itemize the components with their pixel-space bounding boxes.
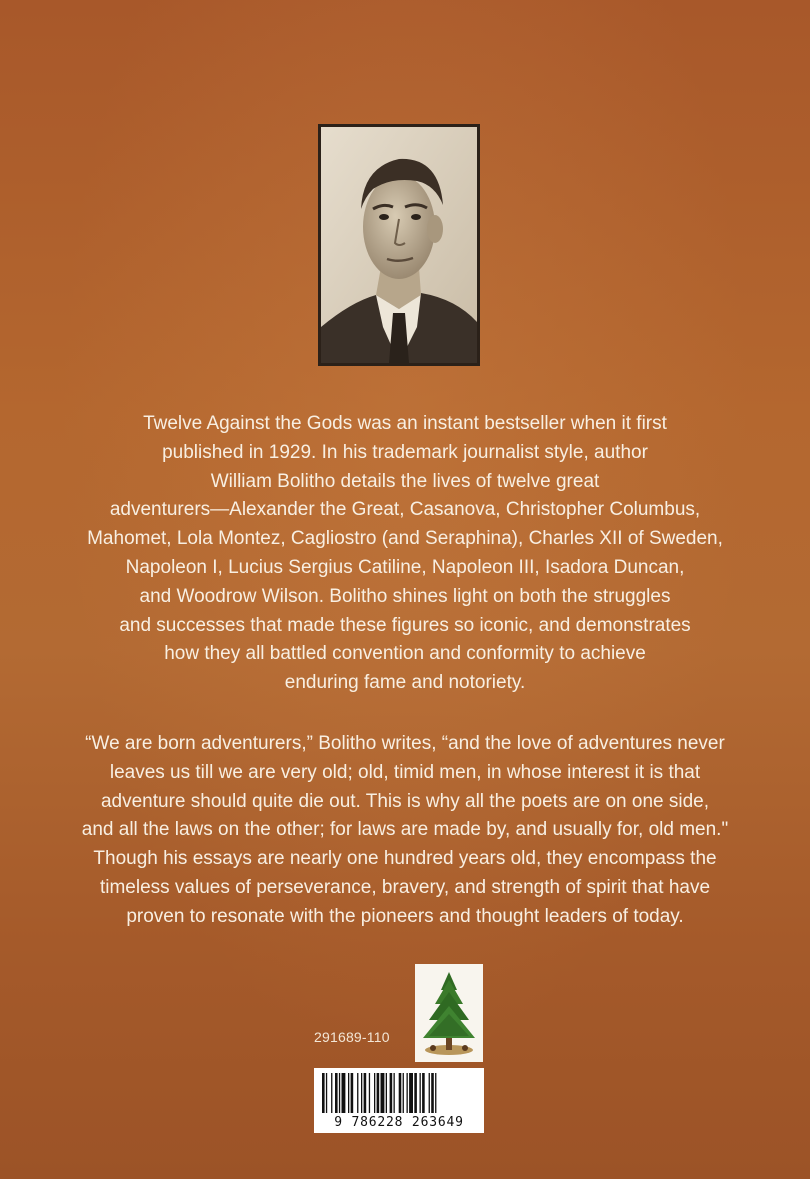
barcode-bar: [361, 1073, 362, 1113]
blurb-paragraph-2: [40, 730, 770, 932]
barcode-bar: [386, 1073, 387, 1113]
barcode-bar: [326, 1073, 327, 1113]
barcode-bar: [435, 1073, 436, 1113]
blurb-line: Mahomet, Lola Montez, Cagliostro (and Seraphina), Charles XII of Sweden,: [87, 528, 723, 550]
pine-tree-icon: [415, 964, 483, 1062]
barcode-bar: [422, 1073, 425, 1113]
blurb-line: timeless values of perseverance, bravery, and strength of spirit that have: [99, 876, 711, 898]
blurb-line: Twelve Against the Gods was an instant bestseller when it first: [143, 413, 667, 434]
barcode-digits: 9 786228 263649: [334, 1115, 464, 1130]
blurb-line: William Bolitho details the lives of twelve great: [210, 470, 600, 492]
barcode-bar: [377, 1073, 380, 1113]
barcode-bar: [403, 1073, 404, 1113]
isbn-barcode: [314, 1068, 484, 1133]
barcode-bar: [369, 1073, 370, 1113]
barcode-bar: [339, 1073, 340, 1113]
barcode-bar: [351, 1073, 354, 1113]
blurb-line: proven to resonate with the pioneers and thought leaders of today.: [126, 905, 684, 927]
barcode-bar: [335, 1073, 338, 1113]
barcode-bar: [364, 1073, 367, 1113]
barcode-bar: [390, 1073, 393, 1113]
barcode-bar: [431, 1073, 434, 1113]
barcode-bar: [322, 1073, 325, 1113]
barcode-bars: [321, 1073, 477, 1113]
blurb-line: published in 1929. In his trademark journalist style, author: [162, 441, 648, 463]
product-code: 291689-110: [314, 1029, 390, 1045]
blurb-line: and all the laws on the other; for laws are made by, and usually for, old men.": [81, 819, 729, 841]
barcode-bar: [409, 1073, 413, 1113]
barcode-bar: [407, 1073, 408, 1113]
blurb-line: enduring fame and notoriety.: [284, 672, 526, 694]
blurb-line: “We are born adventurers,” Bolitho writes, “and the love of adventures never: [85, 733, 725, 754]
blurb-line: leaves us till we are very old; old, timid men, in whose interest it is that: [109, 761, 701, 783]
author-portrait-photo: [321, 127, 477, 363]
blurb-line: Napoleon I, Lucius Sergius Catiline, Napoleon III, Isadora Duncan,: [125, 556, 685, 578]
blurb-line: Though his essays are nearly one hundred years old, they encompass the: [93, 848, 717, 870]
barcode-bar: [399, 1073, 402, 1113]
barcode-bar: [429, 1073, 430, 1113]
blurb-line: how they all battled convention and conformity to achieve: [164, 643, 646, 665]
blurb-line: adventure should quite die out. This is why all the poets are on one side,: [100, 790, 710, 812]
blurb-line: and successes that made these figures so iconic, and demonstrates: [119, 614, 691, 636]
barcode-bar: [331, 1073, 332, 1113]
barcode-bar: [348, 1073, 349, 1113]
blurb-line: adventurers—Alexander the Great, Casanova, Christopher Columbus,: [109, 499, 701, 521]
barcode-bar: [414, 1073, 417, 1113]
blurb-paragraph-1: [40, 410, 770, 698]
barcode-bar: [381, 1073, 385, 1113]
barcode-bar: [374, 1073, 375, 1113]
barcode-bar: [420, 1073, 421, 1113]
barcode-bar: [342, 1073, 346, 1113]
barcode-bar: [357, 1073, 358, 1113]
blurb-line: and Woodrow Wilson. Bolitho shines light on both the struggles: [139, 585, 671, 607]
publisher-logo: [415, 964, 483, 1062]
author-portrait: [318, 124, 480, 366]
barcode-bar: [394, 1073, 395, 1113]
